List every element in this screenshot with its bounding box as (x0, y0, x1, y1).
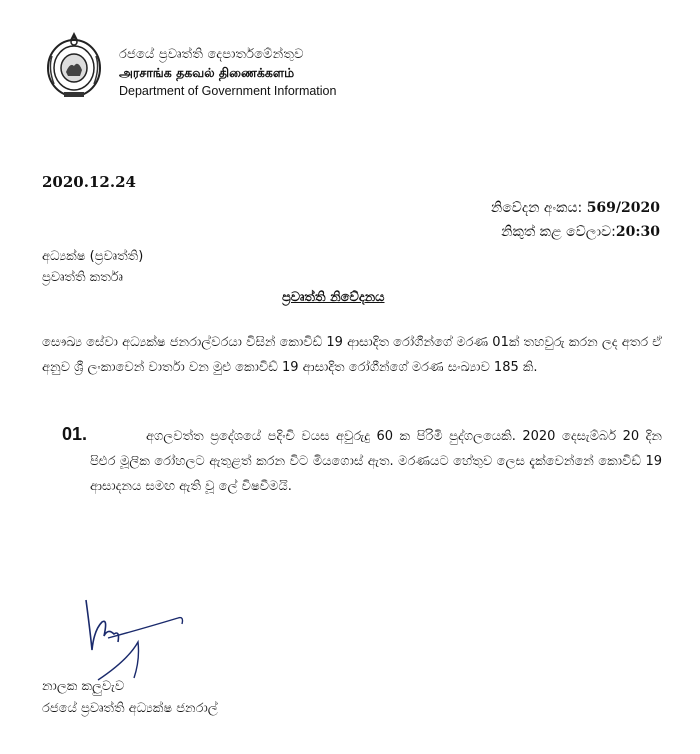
signer-block (42, 676, 218, 720)
signer-name: නාලක කලුවැව (42, 679, 125, 694)
recipient-line-1: අධ්‍යක්ෂ (ප්‍රවෘත්ති) (42, 249, 144, 264)
sri-lanka-emblem-icon (42, 28, 106, 100)
recipient-line-2: ප්‍රවෘත්ති කර්තෘ (42, 270, 123, 285)
issue-time-label: නිකුත් කළ වේලාව: (501, 224, 616, 240)
handwritten-signature (78, 590, 198, 690)
header-english: Department of Government Information (119, 84, 337, 98)
document-subject: ප්‍රවෘත්ති නිවේදනය (282, 290, 385, 305)
header-tamil: அரசாங்க தகவல் திணைக்களம் (119, 65, 295, 80)
issue-time-row (491, 220, 660, 244)
header-sinhala: රජයේ ප්‍රවෘත්ති දෙපාර්තමේන්තුව (119, 47, 304, 62)
reference-block (491, 196, 660, 244)
body-paragraph: සෞඛ්‍ය සේවා අධ්‍යක්ෂ ජනරාල්වරයා විසින් කොවිඩ් 19 ආසාදිත රෝගීන්ගේ මරණ 01ක් තහවුරු කරන ලද අතර ඒ අනුව ශ්‍රී ලංකාවෙන් වාර්තා වන මුළු කොවිඩ් 19 ආසාදිත රෝගීන්ගේ මරණ සංඛ්‍යාව 185 කි. (42, 335, 662, 375)
reference-number-row (491, 196, 660, 220)
issue-time-value: 20:30 (615, 224, 660, 240)
document-date: 2020.12.24 (42, 173, 136, 191)
signer-title: රජයේ ප්‍රවෘත්ති අධ්‍යක්ෂ ජනරාල් (42, 701, 218, 716)
reference-number-label: නිවේදන අංකය: (490, 200, 583, 216)
reference-number-value: 569/2020 (586, 200, 660, 216)
item-number: 01. (62, 424, 88, 444)
department-header (119, 46, 336, 100)
recipient-block (42, 246, 143, 288)
item-text: අගලවත්ත ප්‍රදේශයේ පදිංචි වයස අවුරුදු 60 ක පිරිමි පුද්ගලයෙකි. 2020 දෙසැම්බර් 20 දින පිළුර මූලික රෝහලට ඇතුළත් කරන විට මියගොස් ඇත. මරණයට හේතුව ලෙස දැක්වෙන්නේ කොවිඩ් 19 ආසාදනය සමඟ ඇති වූ ලේ විෂවීමයි. (90, 429, 662, 494)
